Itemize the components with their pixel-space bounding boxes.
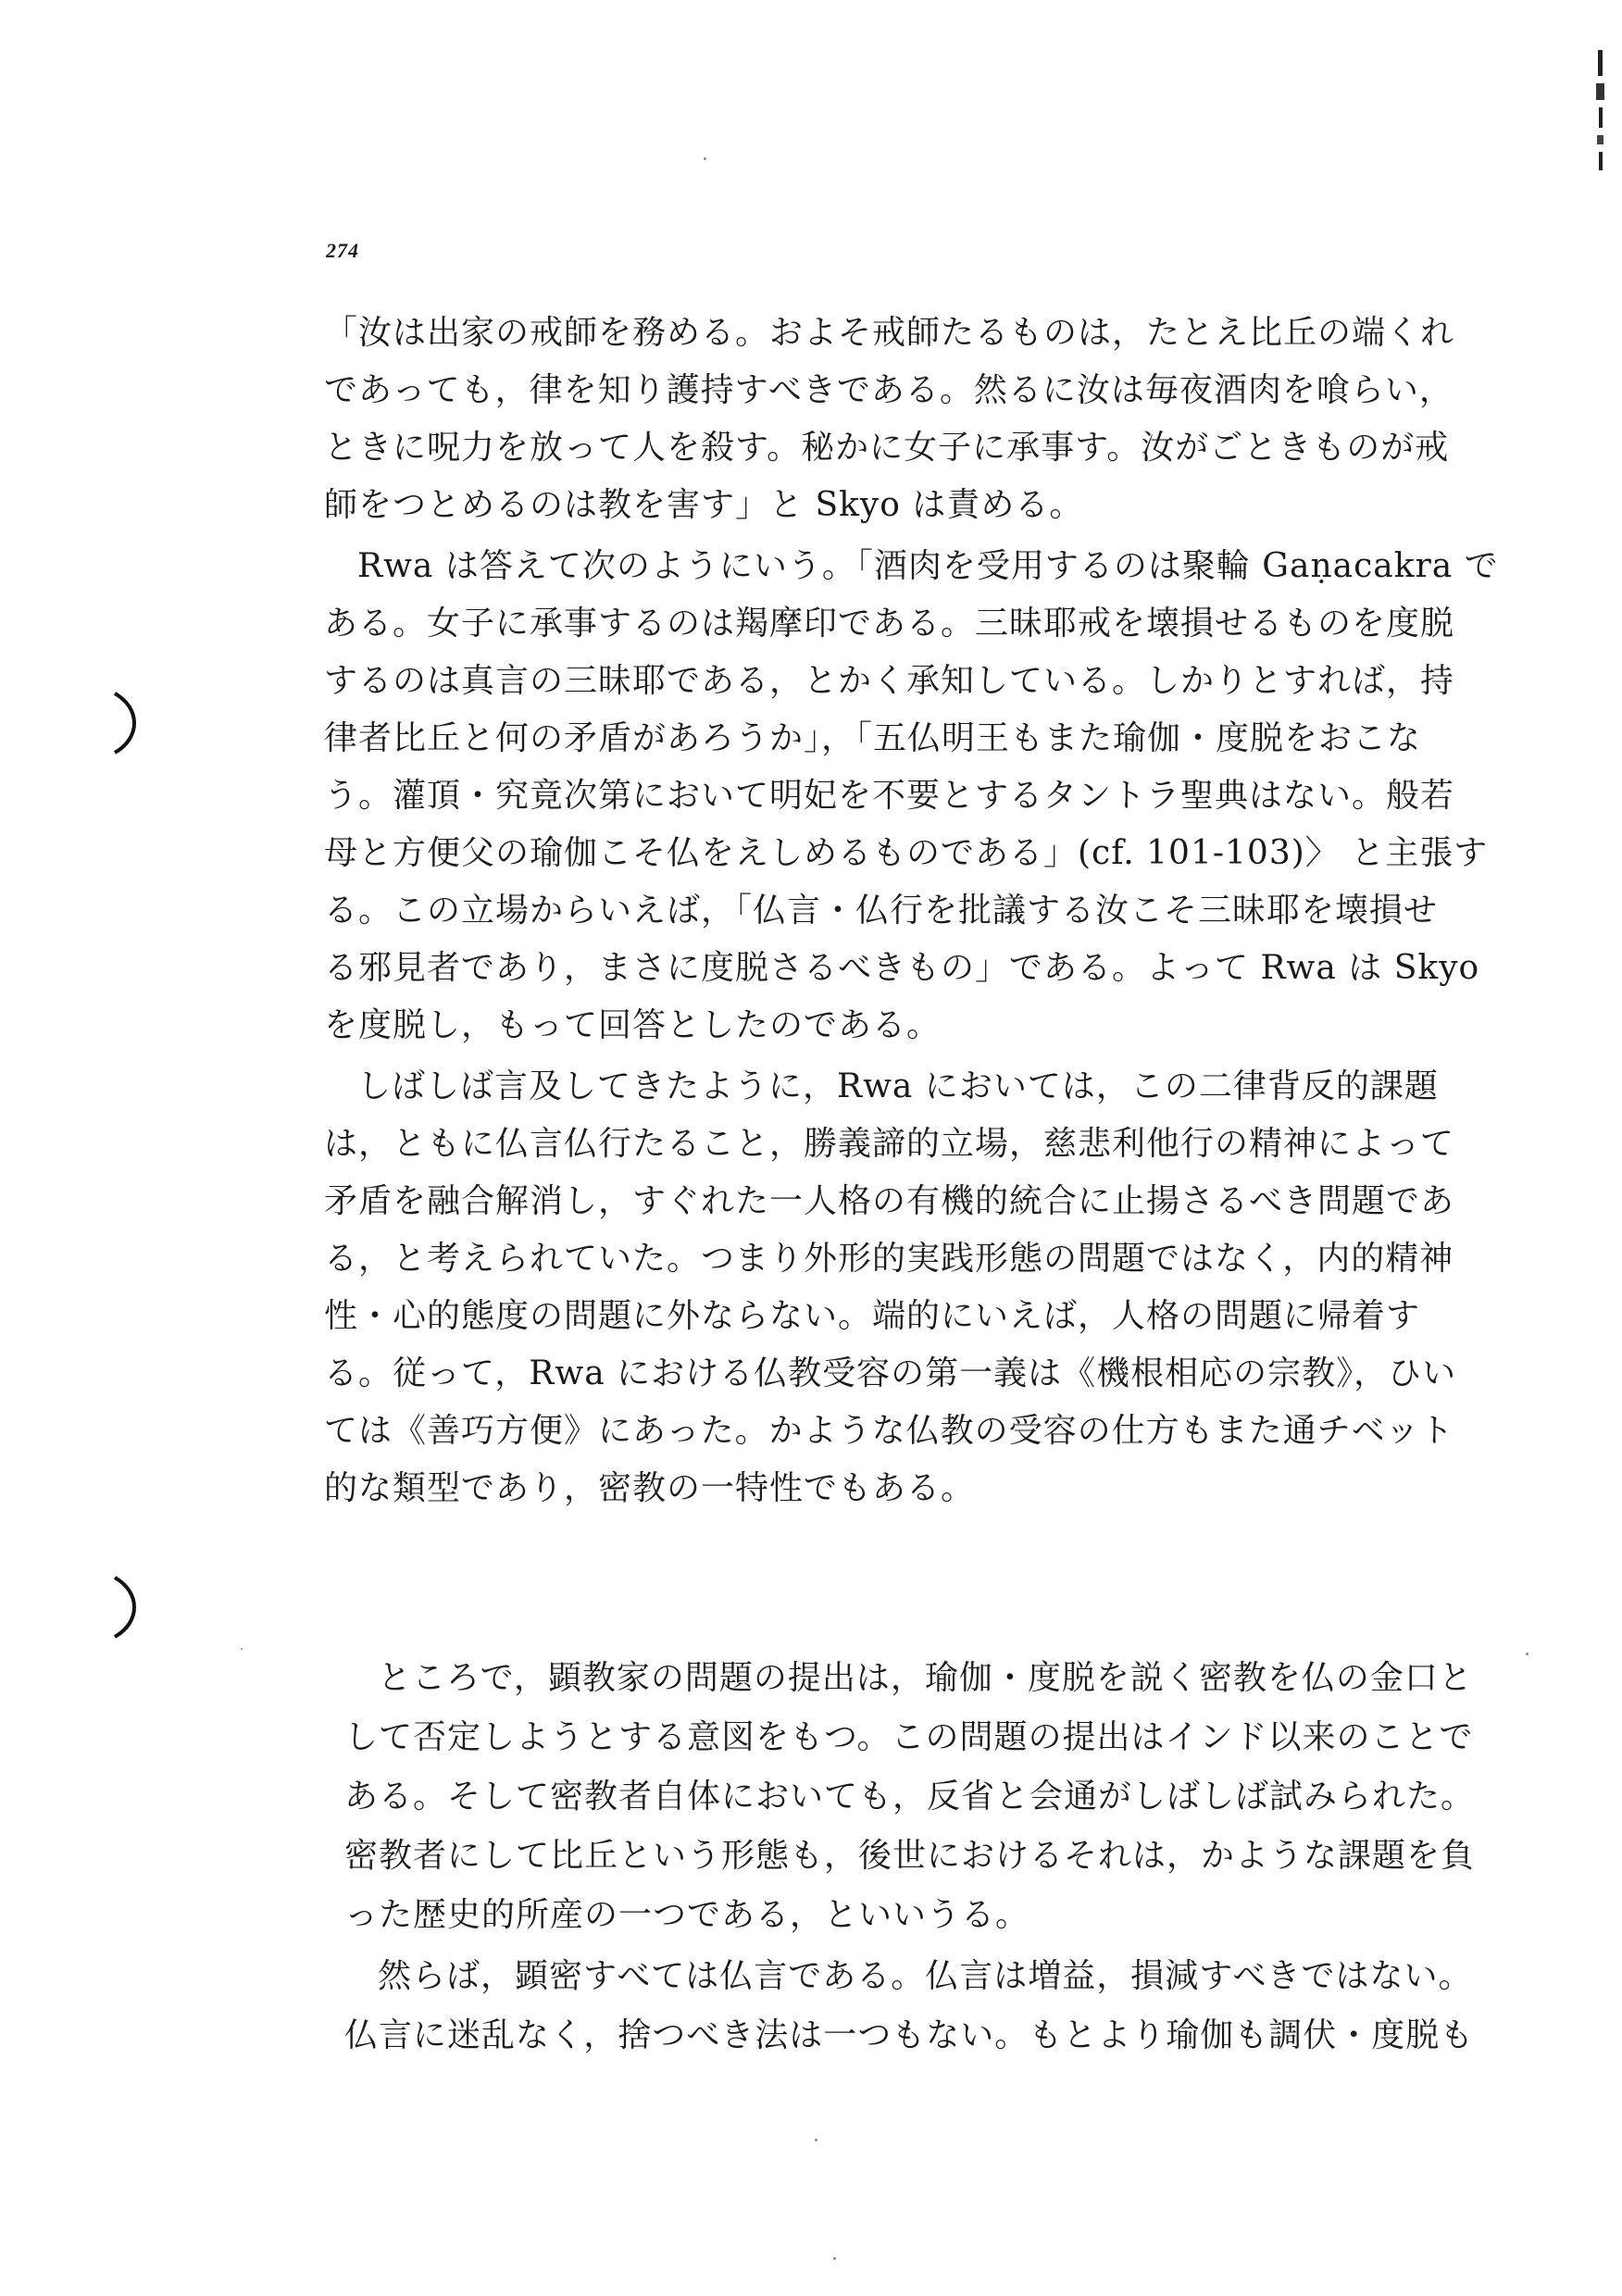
text-line: しばしば言及してきたように，Rwa においては，この二律背反的課題 xyxy=(357,1067,1439,1105)
text-line: ては《善巧方便》にあった。かような仏教の受容の仕方もまた通チベット xyxy=(324,1412,1454,1450)
text-line: る邪見者であり，まさに度脱さるべきもの」である。よって Rwa は Skyo xyxy=(324,949,1480,987)
text-line: る。従って，Rwa における仏教受容の第一義は《機根相応の宗教》，ひい xyxy=(324,1354,1457,1392)
binding-arc-icon xyxy=(109,690,143,756)
text-line: して否定しようとする意図をもつ。この問題の提出はインド以来のことで xyxy=(344,1718,1474,1756)
scan-speck-icon xyxy=(241,1648,243,1650)
scan-speck-icon xyxy=(833,2257,836,2260)
binding-arc-icon xyxy=(109,1574,143,1641)
text-line: う。灌頂・究竟次第において明妃を不要とするタントラ聖典はない。般若 xyxy=(324,777,1455,815)
text-line: 「汝は出家の戒師を務める。およそ戒師たるものは，たとえ比丘の端くれ xyxy=(324,314,1455,352)
text-line: は，ともに仏言仏行たること，勝義諦的立場，慈悲利他行の精神によって xyxy=(324,1125,1455,1163)
text-line: であっても，律を知り護持すべきである。然るに汝は毎夜酒肉を喰らい， xyxy=(324,371,1454,409)
text-line: ときに呪力を放って人を殺す。秘かに女子に承事す。汝がごときものが戒 xyxy=(324,429,1450,467)
edge-scan-mark-icon xyxy=(1594,46,1607,176)
text-line: 母と方便父の瑜伽こそ仏をえしめるものである」(cf. 101-103)〉 と主張す xyxy=(324,834,1489,872)
text-line: ところで，顕教家の問題の提出は，瑜伽・度脱を説く密教を仏の金口と xyxy=(378,1659,1473,1697)
text-line: するのは真言の三昧耶である，とかく承知している。しかりとすれば，持 xyxy=(324,662,1455,700)
text-line: 律者比丘と何の矛盾があろうか」，「五仏明王もまた瑜伽・度脱をおこな xyxy=(324,719,1422,757)
text-line: を度脱し，もって回答としたのである。 xyxy=(324,1006,942,1044)
text-line: 師をつとめるのは教を害す」と Skyo は責める。 xyxy=(324,486,1084,524)
text-line: った歴史的所産の一つである，といいうる。 xyxy=(344,1896,1030,1934)
scan-speck-icon xyxy=(1526,1653,1528,1655)
text-line: 然らば，顕密すべては仏言である。仏言は増益，損減すべきではない。 xyxy=(378,1957,1473,1995)
text-line: 的な類型であり，密教の一特性でもある。 xyxy=(324,1469,976,1507)
text-line: 仏言に迷乱なく，捨つべき法は一つもない。もとより瑜伽も調伏・度脱も xyxy=(344,2016,1475,2054)
text-line: Rwa は答えて次のようにいう。「酒肉を受用するのは聚輪 Gaṇacakra で xyxy=(357,547,1499,585)
scan-speck-icon xyxy=(704,157,706,160)
page-number: 274 xyxy=(326,239,359,262)
scan-speck-icon xyxy=(815,2139,817,2141)
text-line: 性・心的態度の問題に外ならない。端的にいえば，人格の問題に帰着す xyxy=(324,1297,1421,1335)
text-line: ある。そして密教者自体においても，反省と会通がしばしば試みられた。 xyxy=(344,1778,1476,1816)
text-line: る。この立場からいえば，「仏言・仏行を批議する汝こそ三昧耶を壊損せ xyxy=(324,892,1439,930)
text-line: 密教者にして比丘という形態も，後世におけるそれは，かような課題を負 xyxy=(344,1837,1476,1875)
text-line: 矛盾を融合解消し，すぐれた一人格の有機的統合に止揚さるべき問題であ xyxy=(324,1182,1455,1220)
text-line: ある。女子に承事するのは羯摩印である。三昧耶戒を壊損せるものを度脱 xyxy=(324,605,1455,643)
text-line: る，と考えられていた。つまり外形的実践形態の問題ではなく，内的精神 xyxy=(324,1240,1454,1278)
